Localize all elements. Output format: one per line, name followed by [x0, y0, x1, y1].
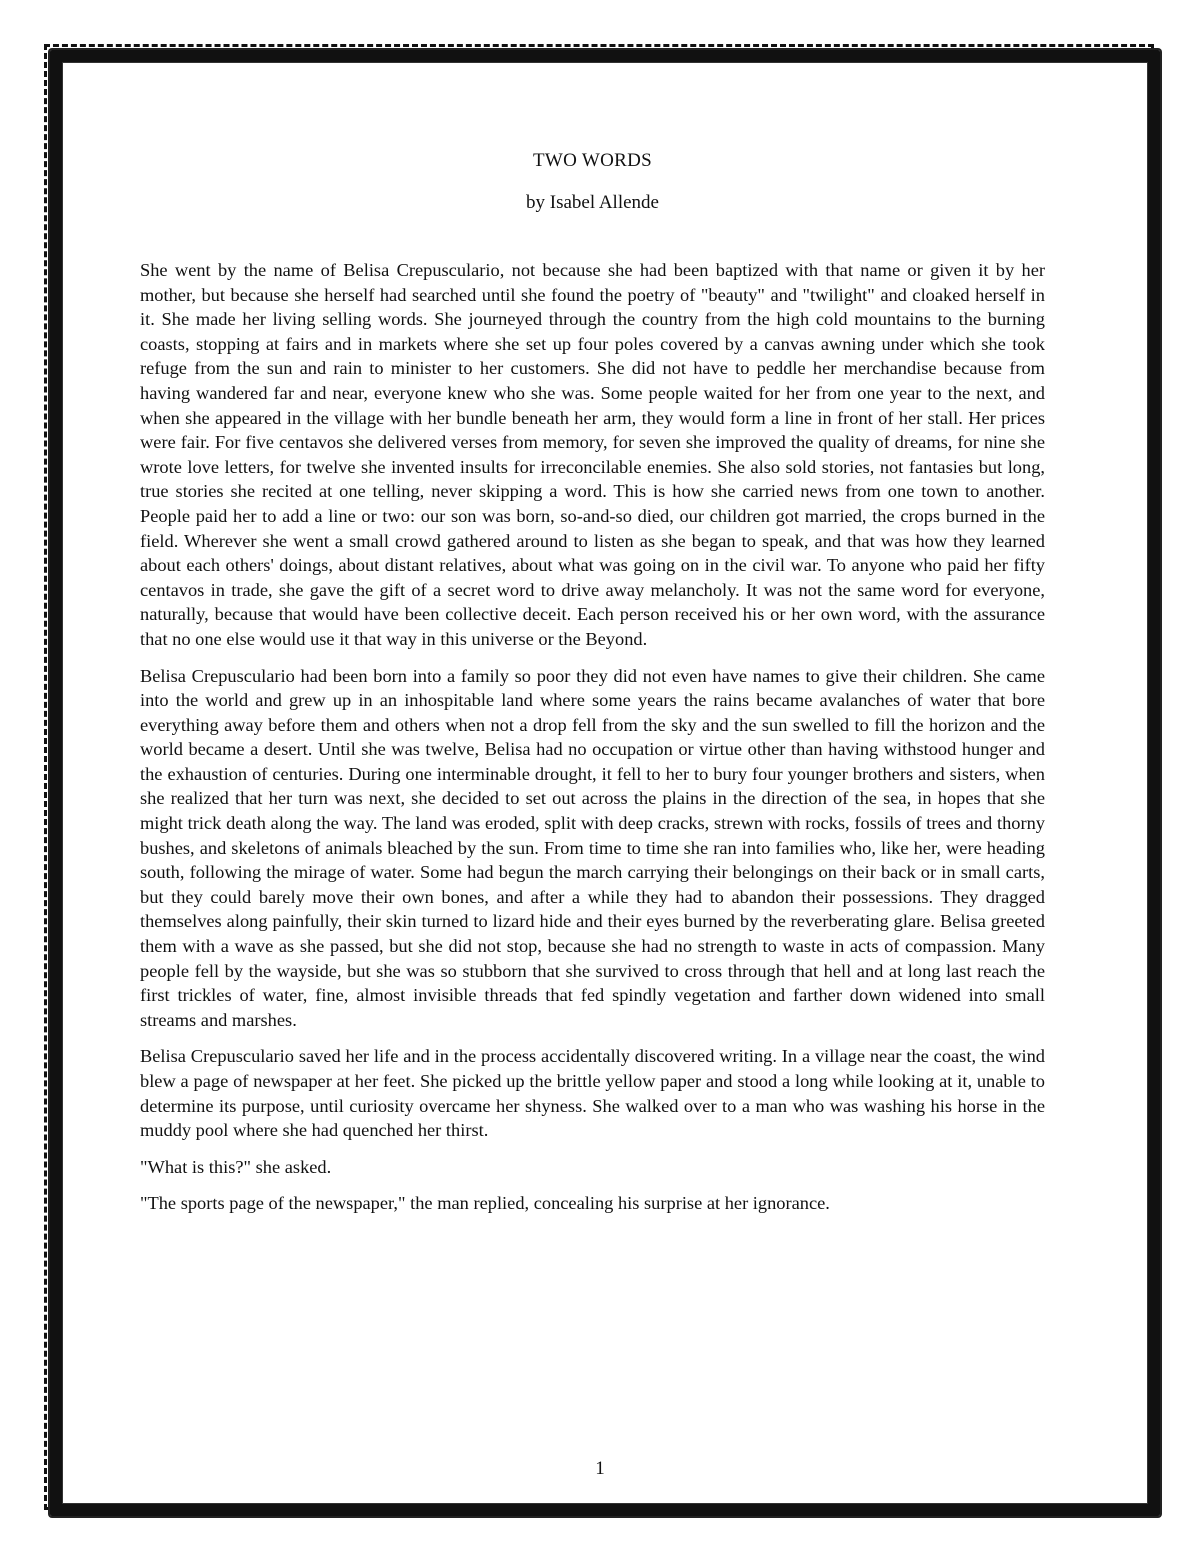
- document-body: [140, 150, 1045, 1228]
- document-title: TWO WORDS: [533, 150, 652, 171]
- paragraph: "The sports page of the newspaper," the man replied, concealing his surprise at her ignorance.: [140, 1193, 830, 1214]
- paragraph: She went by the name of Belisa Crepusculario, not because she had been baptized with that name or given it by her mother, but because she herself had searched until she found the poetry of "beauty" and "twilight" and cloaked herself in it. She made her living selling words. She journeyed through the country from the high cold mountains to the burning coasts, stopping at fairs and in markets where she set up four poles covered by a canvas awning under which she took refuge from the sun and rain to minister to her customers. She did not have to peddle her merchandise because from having wandered far and near, everyone knew who she was. Some people waited for her from one year to the next, and when she appeared in the village with her bundle beneath her arm, they would form a line in front of her stall. Her prices were fair. For five centavos she delivered verses from memory, for seven she improved the quality of dreams, for nine she wrote love letters, for twelve she invented insults for irreconcilable enemies. She also sold stories, not fantasies but long, true stories she recited at one telling, never skipping a word. This is how she carried news from one town to another. People paid her to add a line or two: our son was born, so-and-so died, our children got married, the crops burned in the field. Wherever she went a small crowd gathered around to listen as she began to speak, and that was how they learned about each others' doings, about distant relatives, about what was going on in the civil war. To anyone who paid her fifty centavos in trade, she gave the gift of a secret word to drive away melancholy. It was not the same word for everyone, naturally, because that would have been collective deceit. Each person received his or her own word, with the assurance that no one else would use it that way in this universe or the Beyond.: [140, 260, 1045, 649]
- paragraph: Belisa Crepusculario had been born into a family so poor they did not even have names to give their children. She came into the world and grew up in an inhospitable land where some years the rains became avalanches of water that bore everything away before them and others when not a drop fell from the sky and the sun swelled to fill the horizon and the world became a desert. Until she was twelve, Belisa had no occupation or virtue other than having withstood hunger and the exhaustion of centuries. During one interminable drought, it fell to her to bury four younger brothers and sisters, when she realized that her turn was next, she decided to set out across the plains in the direction of the sea, in hopes that she might trick death along the way. The land was eroded, split with deep cracks, strewn with rocks, fossils of trees and thorny bushes, and skeletons of animals bleached by the sun. From time to time she ran into families who, like her, were heading south, following the mirage of water. Some had begun the march carrying their belongings on their back or in small carts, but they could barely move their own bones, and after a while they had to abandon their possessions. They dragged themselves along painfully, their skin turned to lizard hide and their eyes burned by the reverberating glare. Belisa greeted them with a wave as she passed, but she did not stop, because she had no strength to waste in acts of compassion. Many people fell by the wayside, but she was so stubborn that she survived to cross through that hell and at long last reach the first trickles of water, fine, almost invisible threads that fed spindly vegetation and farther down widened into small streams and marshes.: [140, 665, 1045, 1030]
- page-number: 1: [595, 1458, 605, 1479]
- paragraph: "What is this?" she asked.: [140, 1156, 332, 1177]
- document-author: by Isabel Allende: [526, 192, 659, 213]
- paragraph: Belisa Crepusculario saved her life and in the process accidentally discovered writing. In a village near the coast, the wind blew a page of newspaper at her feet. She picked up the brittle yellow paper and stood a long while looking at it, unable to determine its purpose, until curiosity overcame her shyness. She walked over to a man who was washing his horse in the muddy pool where she had quenched her thirst.: [140, 1046, 1045, 1141]
